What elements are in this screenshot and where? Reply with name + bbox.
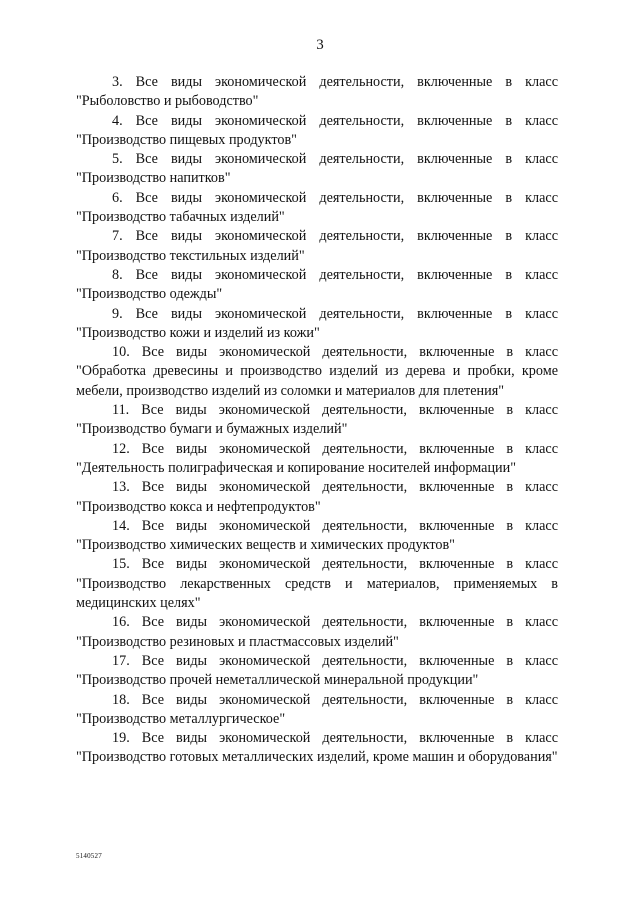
page-number: 3	[316, 37, 324, 53]
list-item: 17. Все виды экономической деятельности, включенные в класс "Производство прочей неметаллической минеральной продукции"	[76, 652, 558, 689]
list-item: 14. Все виды экономической деятельности, включенные в класс "Производство химических веществ и химических продуктов"	[76, 517, 558, 554]
list-item: 18. Все виды экономической деятельности, включенные в класс "Производство металлургическое"	[76, 691, 558, 727]
document-code: 5140527	[76, 852, 102, 860]
list-item: 16. Все виды экономической деятельности, включенные в класс "Производство резиновых и пластмассовых изделий"	[76, 614, 558, 650]
list-item: 19. Все виды экономической деятельности, включенные в класс "Производство готовых металлических изделий, кроме машин и оборудования"	[76, 730, 558, 766]
list-item: 13. Все виды экономической деятельности, включенные в класс "Производство кокса и нефтепродуктов"	[76, 479, 558, 515]
list-item: 7. Все виды экономической деятельности, включенные в класс "Производство текстильных изделий"	[76, 228, 558, 264]
document-body	[76, 73, 558, 768]
list-item: 3. Все виды экономической деятельности, включенные в класс "Рыболовство и рыбоводство"	[76, 74, 558, 110]
list-item: 5. Все виды экономической деятельности, включенные в класс "Производство напитков"	[76, 151, 558, 187]
list-item: 11. Все виды экономической деятельности, включенные в класс "Производство бумаги и бумажных изделий"	[76, 402, 558, 438]
list-item: 12. Все виды экономической деятельности, включенные в класс "Деятельность полиграфическая и копирование носителей информации"	[76, 440, 558, 476]
list-item: 4. Все виды экономической деятельности, включенные в класс "Производство пищевых продуктов"	[76, 112, 558, 148]
list-item: 9. Все виды экономической деятельности, включенные в класс "Производство кожи и изделий из кожи"	[76, 305, 558, 341]
list-item: 6. Все виды экономической деятельности, включенные в класс "Производство табачных изделий"	[76, 189, 558, 226]
list-item: 8. Все виды экономической деятельности, включенные в класс "Производство одежды"	[76, 266, 558, 303]
list-item: 15. Все виды экономической деятельности, включенные в класс "Производство лекарственных средств и материалов, применяемых в медицинских целях"	[76, 556, 558, 612]
list-item: 10. Все виды экономической деятельности, включенные в класс "Обработка древесины и производство изделий из дерева и пробки, кроме мебели, производство изделий из соломки и материалов для плетения"	[76, 344, 558, 399]
